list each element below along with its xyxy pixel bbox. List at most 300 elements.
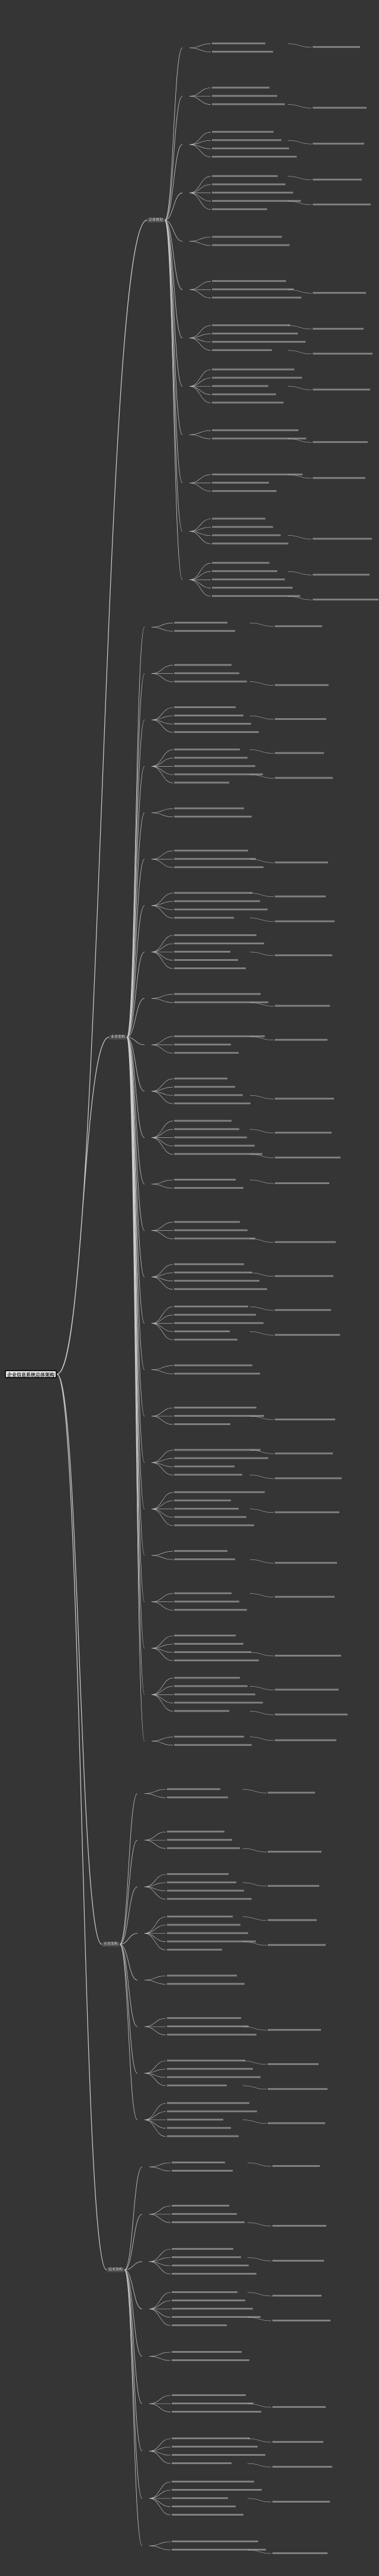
connector-line <box>165 220 182 483</box>
leaf-text-placeholder <box>174 1407 256 1408</box>
connector-line <box>288 105 311 108</box>
leaf-text-placeholder <box>174 993 261 995</box>
leaf-text-placeholder <box>275 1739 336 1741</box>
leaf-text-placeholder <box>172 2394 246 2396</box>
leaf-text-placeholder <box>174 901 260 902</box>
connector-line <box>190 563 211 580</box>
leaf-text-placeholder <box>212 385 268 387</box>
connector-line <box>152 1509 173 1526</box>
leaf-text-placeholder <box>174 1280 259 1282</box>
leaf-text-placeholder <box>174 892 252 894</box>
leaf-text-placeholder <box>167 2136 239 2137</box>
leaf-text-placeholder <box>212 429 298 431</box>
leaf-text-placeholder <box>167 1898 252 1900</box>
connector-line <box>127 674 144 1037</box>
connector-line <box>152 859 173 867</box>
connector-line <box>149 2482 171 2498</box>
leaf-text-placeholder <box>268 1792 315 1793</box>
leaf-text-placeholder <box>313 107 367 109</box>
leaf-text-placeholder <box>275 752 324 754</box>
connector-line <box>152 893 173 906</box>
leaf-text-placeholder <box>174 967 246 969</box>
connector-line <box>190 193 211 210</box>
connector-line <box>120 1944 137 2073</box>
connector-line <box>152 1366 173 1370</box>
connector-line <box>149 2498 171 2507</box>
leaf-text-placeholder <box>172 2489 262 2491</box>
leaf-text-placeholder <box>174 1474 242 1475</box>
connector-line <box>288 536 311 539</box>
leaf-text-placeholder <box>212 245 290 246</box>
leaf-text-placeholder <box>174 1660 259 1661</box>
leaf-text-placeholder <box>275 954 332 956</box>
connector-line <box>243 1848 266 1852</box>
connector-line <box>165 97 182 221</box>
connector-line <box>144 2112 166 2120</box>
leaf-text-placeholder <box>212 324 290 326</box>
connector-line <box>149 2404 171 2412</box>
leaf-text-placeholder <box>272 2466 332 2468</box>
leaf-text-placeholder <box>174 850 248 851</box>
connector-line <box>152 627 173 631</box>
leaf-text-placeholder <box>212 104 285 105</box>
connector-line <box>144 1925 166 1934</box>
leaf-text-placeholder <box>167 2076 261 2078</box>
leaf-text-placeholder <box>167 1890 244 1892</box>
leaf-text-placeholder <box>174 866 264 868</box>
leaf-text-placeholder <box>174 1500 231 1501</box>
connector-line <box>250 623 274 626</box>
leaf-text-placeholder <box>174 1120 232 1122</box>
connector-line <box>152 1555 173 1559</box>
connector-line <box>149 2439 171 2451</box>
leaf-text-placeholder <box>174 1322 264 1324</box>
connector-line <box>149 2249 171 2262</box>
leaf-text-placeholder <box>275 861 328 863</box>
connector-line <box>190 326 211 338</box>
leaf-text-placeholder <box>174 1044 231 1046</box>
leaf-text-placeholder <box>272 2295 322 2297</box>
connector-line <box>127 1037 144 1555</box>
leaf-text-placeholder <box>275 1334 340 1336</box>
connector-line <box>190 430 211 435</box>
connector-line <box>152 1648 173 1661</box>
connector-line <box>165 48 182 220</box>
leaf-text-placeholder <box>174 1086 235 1088</box>
leaf-text-placeholder <box>272 2501 330 2503</box>
connector-line <box>250 1130 274 1133</box>
leaf-text-placeholder <box>174 1305 248 1307</box>
connector-line <box>243 1789 266 1793</box>
leaf-text-placeholder <box>313 538 372 540</box>
leaf-text-placeholder <box>174 1651 251 1653</box>
connector-line <box>152 1737 173 1741</box>
leaf-text-placeholder <box>174 1449 261 1451</box>
connector-line <box>152 720 173 732</box>
leaf-text-placeholder <box>212 131 274 133</box>
leaf-text-placeholder <box>172 2213 237 2215</box>
leaf-text-placeholder <box>275 625 322 627</box>
leaf-text-placeholder <box>313 179 362 181</box>
connector-line <box>288 350 311 354</box>
leaf-text-placeholder <box>212 147 289 149</box>
connector-line <box>288 571 311 575</box>
connector-line <box>243 1883 266 1886</box>
connector-line <box>152 1130 173 1138</box>
connector-line <box>152 707 173 720</box>
connector-line <box>190 193 211 201</box>
leaf-text-placeholder <box>313 599 378 600</box>
leaf-text-placeholder <box>174 1685 248 1687</box>
leaf-text-placeholder <box>172 2514 243 2516</box>
connector-line <box>190 97 211 105</box>
connector-line <box>144 1917 166 1934</box>
connector-line <box>190 435 211 439</box>
leaf-text-placeholder <box>174 723 251 725</box>
leaf-text-placeholder <box>167 2017 241 2019</box>
connector-line <box>152 813 173 817</box>
leaf-text-placeholder <box>212 562 269 564</box>
leaf-text-placeholder <box>272 2552 327 2554</box>
leaf-text-placeholder <box>212 192 293 194</box>
leaf-text-placeholder <box>174 706 236 708</box>
connector-line <box>149 2490 171 2498</box>
leaf-text-placeholder <box>212 236 282 238</box>
leaf-text-placeholder <box>167 2119 223 2121</box>
leaf-text-placeholder <box>172 2221 245 2223</box>
connector-line <box>250 1594 274 1597</box>
connector-line <box>152 1493 173 1509</box>
leaf-text-placeholder <box>174 1288 267 1290</box>
connector-line <box>152 1222 173 1230</box>
leaf-text-placeholder <box>167 1949 222 1951</box>
leaf-text-placeholder <box>174 1237 255 1239</box>
connector-line <box>152 906 173 918</box>
connector-line <box>152 674 173 682</box>
leaf-text-placeholder <box>275 1098 334 1099</box>
connector-line <box>144 1887 166 1899</box>
connector-line <box>152 851 173 859</box>
connector-line <box>190 242 211 246</box>
leaf-text-placeholder <box>174 622 227 623</box>
leaf-text-placeholder <box>275 1713 348 1715</box>
connector-line <box>152 1265 173 1277</box>
connector-line <box>250 1737 274 1741</box>
connector-line <box>250 1273 274 1276</box>
leaf-text-placeholder <box>268 1919 317 1921</box>
connector-line <box>243 1917 266 1921</box>
leaf-text-placeholder <box>167 1831 224 1832</box>
connector-line <box>152 1694 173 1703</box>
connector-line <box>124 2270 142 2498</box>
leaf-text-placeholder <box>172 2446 258 2448</box>
leaf-text-placeholder <box>172 2506 236 2507</box>
leaf-text-placeholder <box>212 175 278 177</box>
leaf-text-placeholder <box>167 1932 248 1934</box>
connector-line <box>149 2395 171 2404</box>
connector-line <box>152 1462 173 1475</box>
leaf-text-placeholder <box>174 1457 268 1459</box>
leaf-text-placeholder <box>167 1941 256 1943</box>
leaf-text-placeholder <box>174 1035 265 1037</box>
connector-line <box>152 998 173 1002</box>
connector-line <box>248 2257 271 2261</box>
leaf-text-placeholder <box>275 1596 335 1598</box>
leaf-text-placeholder <box>275 1005 330 1006</box>
leaf-text-placeholder <box>275 1511 339 1513</box>
connector-line <box>250 716 274 719</box>
leaf-text-placeholder <box>174 673 239 674</box>
connector-line <box>250 918 274 922</box>
connector-line <box>57 1374 107 2270</box>
connector-line <box>152 1138 173 1154</box>
connector-line <box>288 387 311 390</box>
connector-line <box>152 1509 173 1517</box>
connector-line <box>149 2292 171 2309</box>
connector-line <box>149 2262 171 2274</box>
leaf-text-placeholder <box>272 2441 323 2443</box>
leaf-text-placeholder <box>275 777 333 779</box>
connector-line <box>152 766 173 774</box>
connector-line <box>190 580 211 596</box>
leaf-text-placeholder <box>174 1128 239 1130</box>
leaf-text-placeholder <box>275 1157 341 1159</box>
leaf-text-placeholder <box>212 184 285 185</box>
leaf-text-placeholder <box>172 2497 228 2499</box>
leaf-text-placeholder <box>313 353 372 355</box>
leaf-text-placeholder <box>167 1847 240 1849</box>
leaf-text-placeholder <box>313 204 371 205</box>
connector-line <box>250 1180 274 1184</box>
connector-line <box>152 1370 173 1374</box>
leaf-text-placeholder <box>212 280 286 282</box>
connector-line <box>144 1793 166 1797</box>
connector-line <box>149 2309 171 2326</box>
leaf-text-placeholder <box>275 1689 339 1690</box>
leaf-text-placeholder <box>212 518 265 520</box>
leaf-text-placeholder <box>212 208 267 210</box>
leaf-text-placeholder <box>172 2205 229 2207</box>
connector-line <box>190 281 211 290</box>
leaf-text-placeholder <box>313 46 360 48</box>
connector-line <box>144 2027 166 2035</box>
leaf-text-placeholder <box>275 1452 333 1454</box>
leaf-text-placeholder <box>174 1102 250 1104</box>
connector-line <box>149 2214 171 2223</box>
leaf-text-placeholder <box>272 2260 324 2262</box>
leaf-text-placeholder <box>174 1736 244 1738</box>
leaf-text-placeholder <box>275 1241 336 1243</box>
leaf-text-placeholder <box>174 1593 232 1594</box>
connector-line <box>120 1887 137 1944</box>
leaf-text-placeholder <box>172 2308 253 2310</box>
connector-line <box>144 1934 166 1950</box>
leaf-text-placeholder <box>272 2165 320 2167</box>
connector-line <box>144 1976 166 1980</box>
leaf-text-placeholder <box>268 1851 322 1853</box>
connector-line <box>152 1636 173 1648</box>
leaf-text-placeholder <box>174 731 259 733</box>
leaf-text-placeholder <box>212 341 306 343</box>
leaf-text-placeholder <box>212 482 269 484</box>
connector-line <box>144 2104 166 2120</box>
leaf-text-placeholder <box>174 1314 256 1316</box>
connector-line <box>248 2292 271 2296</box>
connector-line <box>149 2352 171 2356</box>
leaf-text-placeholder <box>212 297 301 298</box>
leaf-text-placeholder <box>174 959 238 961</box>
leaf-text-placeholder <box>167 2068 253 2070</box>
leaf-text-placeholder <box>174 1221 240 1223</box>
leaf-text-placeholder <box>268 1885 319 1887</box>
connector-line <box>127 627 144 1037</box>
connector-line <box>149 2301 171 2309</box>
connector-line <box>152 1045 173 1053</box>
branch-node-4[interactable]: 技术架构 <box>107 2268 124 2272</box>
connector-line <box>250 1095 274 1099</box>
connector-line <box>165 220 182 580</box>
leaf-text-placeholder <box>167 2025 249 2027</box>
connector-line <box>152 1602 173 1610</box>
leaf-text-placeholder <box>167 1924 240 1926</box>
connector-line <box>248 2223 271 2226</box>
connector-line <box>250 1509 274 1513</box>
connector-line <box>190 338 211 350</box>
leaf-text-placeholder <box>268 2029 321 2031</box>
leaf-text-placeholder <box>174 816 252 818</box>
connector-line <box>190 237 211 242</box>
leaf-text-placeholder <box>172 2437 250 2439</box>
leaf-text-placeholder <box>174 1508 239 1510</box>
leaf-text-placeholder <box>167 1796 228 1798</box>
connector-line <box>165 220 182 338</box>
leaf-text-placeholder <box>167 1882 236 1883</box>
connector-line <box>149 2206 171 2214</box>
connector-line <box>149 2163 171 2167</box>
leaf-text-placeholder <box>268 1944 326 1946</box>
leaf-text-placeholder <box>174 934 256 936</box>
leaf-text-placeholder <box>272 2320 330 2321</box>
leaf-text-placeholder <box>174 951 230 953</box>
connector-line <box>144 1934 166 1942</box>
leaf-text-placeholder <box>212 349 272 351</box>
connector-line <box>190 475 211 483</box>
connector-line <box>190 176 211 193</box>
connector-line <box>243 2061 266 2064</box>
leaf-text-placeholder <box>174 1179 236 1181</box>
connector-line <box>243 2086 266 2089</box>
connector-line <box>250 1711 274 1715</box>
leaf-text-placeholder <box>174 757 248 758</box>
leaf-text-placeholder <box>275 684 329 686</box>
leaf-text-placeholder <box>174 1465 235 1467</box>
connector-line <box>144 2018 166 2027</box>
connector-line <box>152 665 173 674</box>
leaf-text-placeholder <box>174 858 256 860</box>
connector-line <box>120 1944 137 2120</box>
connector-line <box>144 1840 166 1848</box>
leaf-text-placeholder <box>172 2540 258 2542</box>
leaf-text-placeholder <box>275 1275 333 1277</box>
leaf-text-placeholder <box>212 156 297 157</box>
root-node[interactable]: 企业信息系统总体架构 <box>5 1370 57 1378</box>
connector-line <box>149 2451 171 2464</box>
leaf-text-placeholder <box>172 2170 233 2172</box>
leaf-text-placeholder <box>275 1477 342 1479</box>
leaf-text-placeholder <box>172 2291 237 2293</box>
leaf-text-placeholder <box>174 1550 227 1552</box>
leaf-text-placeholder <box>174 808 244 809</box>
branch-node-3[interactable]: 应用架构 <box>102 1942 120 1947</box>
branch-node-1[interactable]: 总体规划 <box>147 218 165 223</box>
leaf-text-placeholder <box>174 1744 252 1746</box>
connector-line <box>190 387 211 395</box>
leaf-text-placeholder <box>275 1182 329 1184</box>
leaf-text-placeholder <box>172 2324 227 2326</box>
connector-line <box>288 44 311 47</box>
leaf-text-placeholder <box>212 402 284 404</box>
connector-line <box>250 1307 274 1310</box>
connector-line <box>152 1315 173 1323</box>
leaf-text-placeholder <box>172 2411 261 2413</box>
leaf-text-placeholder <box>174 1710 229 1712</box>
connector-line <box>152 1230 173 1239</box>
connector-line <box>152 1277 173 1289</box>
connector-line <box>124 2270 142 2356</box>
leaf-text-placeholder <box>268 2088 327 2090</box>
connector-line <box>250 1652 274 1656</box>
leaf-text-placeholder <box>174 1145 255 1147</box>
leaf-text-placeholder <box>212 526 273 528</box>
leaf-text-placeholder <box>174 1601 239 1603</box>
connector-line <box>243 2120 266 2124</box>
leaf-text-placeholder <box>172 2316 261 2318</box>
leaf-text-placeholder <box>174 1516 246 1518</box>
leaf-text-placeholder <box>212 595 300 597</box>
leaf-text-placeholder <box>172 2300 245 2301</box>
connector-line <box>152 1180 173 1184</box>
leaf-text-placeholder <box>172 2265 249 2266</box>
connector-line <box>124 2270 142 2451</box>
connector-line <box>152 1694 173 1711</box>
leaf-text-placeholder <box>167 1788 220 1790</box>
leaf-text-placeholder <box>172 2403 253 2404</box>
connector-line <box>57 1374 102 1944</box>
leaf-text-placeholder <box>174 1078 227 1079</box>
leaf-text-placeholder <box>167 2060 245 2062</box>
connector-line <box>149 2546 171 2550</box>
leaf-text-placeholder <box>174 765 255 767</box>
leaf-text-placeholder <box>172 2462 232 2464</box>
leaf-text-placeholder <box>172 2162 225 2163</box>
connector-line <box>144 2061 166 2073</box>
branch-node-2[interactable]: 业务架构 <box>109 1035 127 1040</box>
leaf-text-placeholder <box>174 1373 260 1375</box>
leaf-text-placeholder <box>174 1609 247 1611</box>
leaf-text-placeholder <box>174 917 234 919</box>
connector-line <box>144 2073 166 2086</box>
connector-line <box>190 483 211 491</box>
connector-line <box>152 994 173 998</box>
leaf-text-placeholder <box>275 1419 335 1420</box>
leaf-text-placeholder <box>174 1635 236 1636</box>
connector-line <box>144 2120 166 2128</box>
leaf-text-placeholder <box>212 543 288 545</box>
connector-line <box>152 1594 173 1602</box>
connector-line <box>152 1037 173 1045</box>
leaf-text-placeholder <box>212 288 294 290</box>
leaf-text-placeholder <box>167 2034 256 2035</box>
